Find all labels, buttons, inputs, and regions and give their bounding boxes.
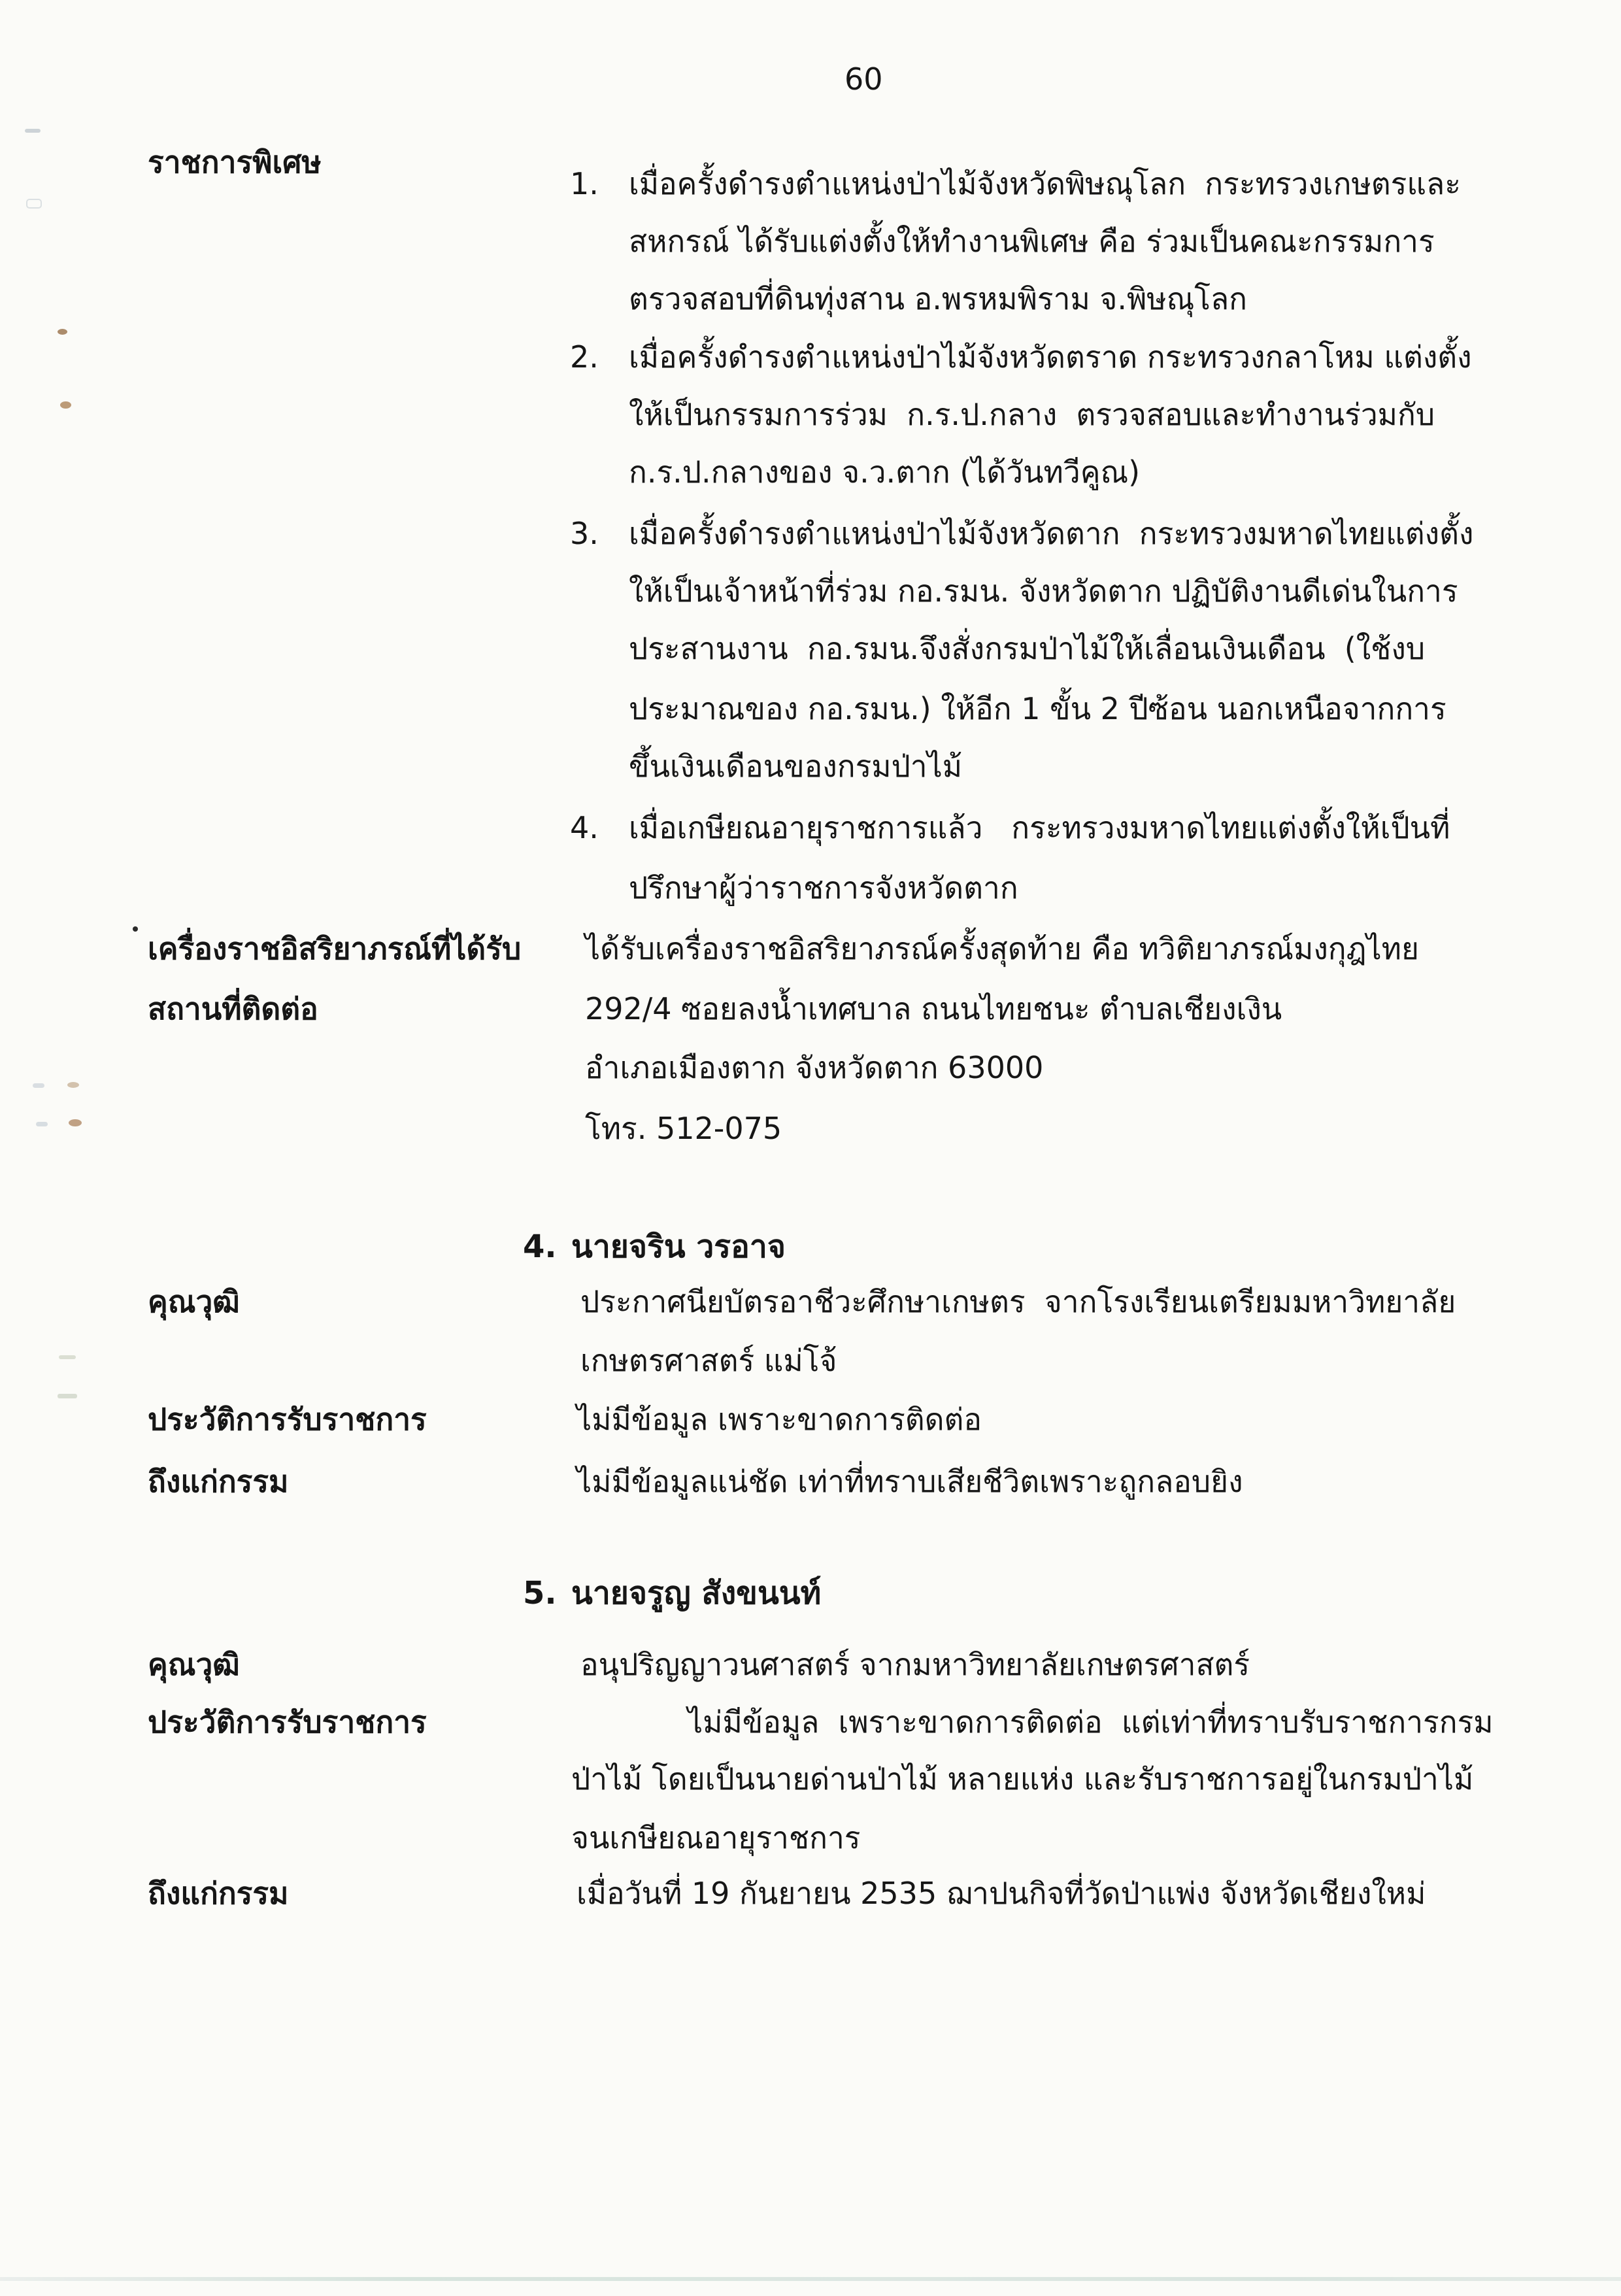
list-item-number: 2.: [570, 339, 599, 375]
label-death: ถึงแก่กรรม: [148, 1876, 289, 1911]
list-item-line: ก.ร.ป.กลางของ จ.ว.ตาก (ได้วันทวีคูณ): [629, 454, 1141, 490]
service-history-value: ไม่มีข้อมูล เพราะขาดการติดต่อ: [577, 1402, 982, 1437]
scan-speck: [36, 1122, 48, 1126]
list-item-line: เมื่อครั้งดำรงตำแหน่งป่าไม้จังหวัดตราด กระทรวงกลาโหม แต่งตั้ง: [629, 339, 1472, 375]
scan-speck: [58, 329, 67, 335]
person-number: 4.: [523, 1228, 557, 1265]
list-item-line: สหกรณ์ ได้รับแต่งตั้งให้ทำงานพิเศษ คือ ร่วมเป็นคณะกรรมการ: [629, 224, 1435, 259]
label-contact: สถานที่ติดต่อ: [148, 991, 318, 1026]
qualification-line: เกษตรศาสตร์ แม่โจ้: [580, 1343, 837, 1378]
list-item-line: เมื่อครั้งดำรงตำแหน่งป่าไม้จังหวัดตาก กระทรวงมหาดไทยแต่งตั้ง: [629, 516, 1474, 551]
scan-speck: [58, 1394, 77, 1398]
scan-edge-line: [0, 2277, 1621, 2281]
list-item-line: ตรวจสอบที่ดินทุ่งสาน อ.พรหมพิราม จ.พิษณุโลก: [629, 281, 1248, 316]
decorations-value: ได้รับเครื่องราชอิสริยาภรณ์ครั้งสุดท้าย คือ ทวิติยาภรณ์มงกุฎไทย: [585, 931, 1419, 966]
contact-line: 292/4 ซอยลงน้ำเทศบาล ถนนไทยชนะ ตำบลเชียงเงิน: [585, 991, 1282, 1026]
person-name: นายจริน วรอาจ: [571, 1228, 786, 1265]
scan-speck: [60, 401, 71, 409]
qualification-line: ประกาศนียบัตรอาชีวะศึกษาเกษตร จากโรงเรียนเตรียมมหาวิทยาลัย: [580, 1284, 1456, 1319]
service-history-line: ป่าไม้ โดยเป็นนายด่านป่าไม้ หลายแห่ง และรับราชการอยู่ในกรมป่าไม้: [571, 1761, 1474, 1797]
service-history-line: จนเกษียณอายุราชการ: [571, 1820, 861, 1855]
scan-speck: [26, 199, 42, 209]
contact-line: อำเภอเมืองตาก จังหวัดตาก 63000: [585, 1050, 1044, 1085]
list-item-line: ให้เป็นเจ้าหน้าที่ร่วม กอ.รมน. จังหวัดตาก ปฏิบัติงานดีเด่นในการ: [629, 573, 1458, 609]
scan-speck: [25, 129, 41, 133]
list-item-line: ขึ้นเงินเดือนของกรมป่าไม้: [629, 749, 963, 784]
qualification-value: อนุปริญญาวนศาสตร์ จากมหาวิทยาลัยเกษตรศาสตร์: [580, 1647, 1250, 1682]
list-item-line: ประมาณของ กอ.รมน.) ให้อีก 1 ขั้น 2 ปีซ้อน นอกเหนือจากการ: [629, 691, 1446, 726]
scan-speck: [33, 1083, 44, 1088]
list-item-number: 4.: [570, 810, 599, 845]
list-item-line: ประสานงาน กอ.รมน.จึงสั่งกรมป่าไม้ให้เลื่อนเงินเดือน (ใช้งบ: [629, 631, 1426, 666]
person-number: 5.: [523, 1575, 557, 1612]
list-item-line: เมื่อเกษียณอายุราชการแล้ว กระทรวงมหาดไทยแต่งตั้งให้เป็นที่: [629, 810, 1450, 845]
list-item-number: 1.: [570, 166, 599, 201]
label-qualification: คุณวุฒิ: [148, 1647, 240, 1682]
list-item-line: ปรึกษาผู้ว่าราชการจังหวัดตาก: [629, 870, 1018, 905]
label-decorations: เครื่องราชอิสริยาภรณ์ที่ได้รับ: [148, 931, 522, 966]
label-service-history: ประวัติการรับราชการ: [148, 1704, 427, 1740]
label-death: ถึงแก่กรรม: [148, 1464, 289, 1499]
scan-speck: [133, 926, 138, 932]
list-item-line: เมื่อครั้งดำรงตำแหน่งป่าไม้จังหวัดพิษณุโลก กระทรวงเกษตรและ: [629, 166, 1461, 201]
label-service-history: ประวัติการรับราชการ: [148, 1402, 427, 1437]
scan-speck: [69, 1119, 82, 1126]
scan-speck: [67, 1082, 79, 1088]
list-item-number: 3.: [570, 516, 599, 551]
service-history-line: ไม่มีข้อมูล เพราะขาดการติดต่อ แต่เท่าที่ทราบรับราชการกรม: [688, 1704, 1494, 1740]
death-value: ไม่มีข้อมูลแน่ชัด เท่าที่ทราบเสียชีวิตเพราะถูกลอบยิง: [577, 1464, 1243, 1499]
list-item-line: ให้เป็นกรรมการร่วม ก.ร.ป.กลาง ตรวจสอบและทำงานร่วมกับ: [629, 397, 1435, 432]
person-name: นายจรูญ สังขนนท์: [571, 1575, 822, 1612]
label-special-service: ราชการพิเศษ: [148, 144, 322, 180]
page-number: 60: [844, 61, 883, 97]
label-qualification: คุณวุฒิ: [148, 1284, 240, 1319]
scan-speck: [59, 1355, 76, 1359]
death-value: เมื่อวันที่ 19 กันยายน 2535 ฌาปนกิจที่วัดป่าแพ่ง จังหวัดเชียงใหม่: [577, 1876, 1426, 1911]
contact-line: โทร. 512-075: [585, 1111, 782, 1146]
